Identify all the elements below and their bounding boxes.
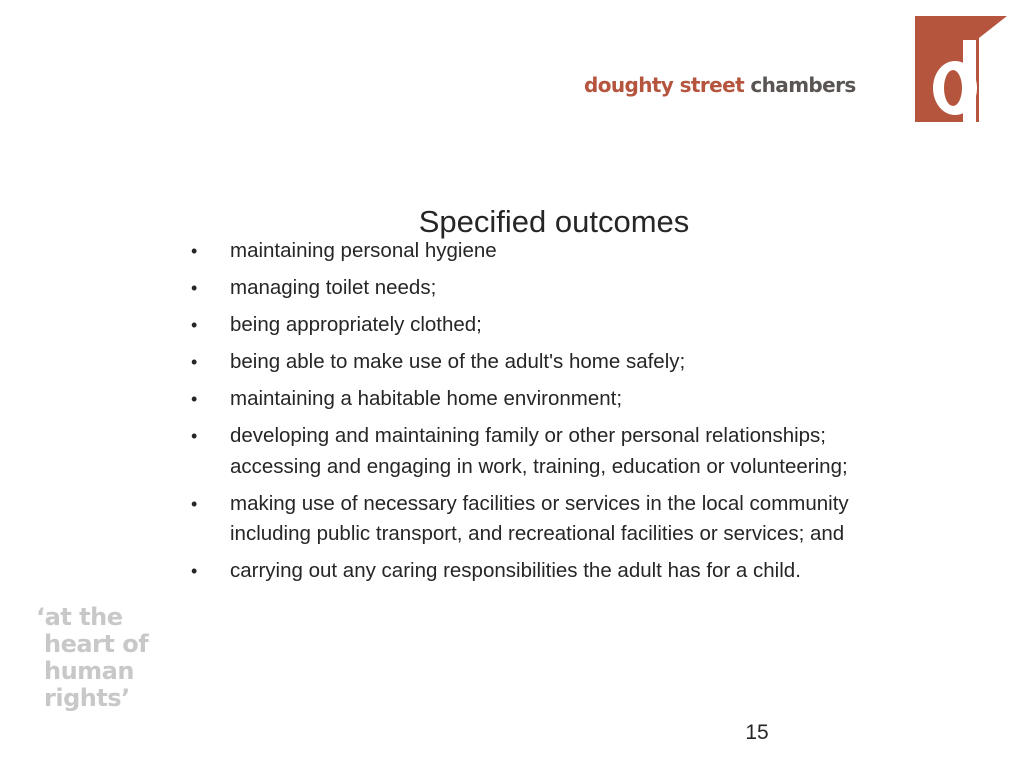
list-item-text: carrying out any caring responsibilities the adult has for a child. <box>230 559 801 582</box>
bullet-icon: • <box>191 493 198 514</box>
tagline-line: human <box>44 657 134 685</box>
tagline-line: heart of <box>44 630 149 658</box>
bullet-icon: • <box>191 389 198 409</box>
list-item <box>188 236 908 267</box>
bullet-icon: • <box>191 278 198 298</box>
list-item-text: maintaining a habitable home environment; <box>230 387 623 410</box>
list-item-text: being appropriately clothed; <box>230 313 482 336</box>
outcomes-list <box>188 236 908 593</box>
list-item <box>188 384 908 415</box>
bullet-icon: • <box>191 315 198 335</box>
list-item-text: making use of necessary facilities or services in the local community including public transport, and recreational facilities or services; and <box>230 491 849 545</box>
list-item <box>188 556 908 587</box>
bullet-icon: • <box>191 426 198 446</box>
list-item-text: maintaining personal hygiene <box>230 239 497 262</box>
list-item-text: managing toilet needs; <box>230 276 437 299</box>
brand-name-part1: doughty street <box>584 73 745 97</box>
tagline <box>36 604 176 712</box>
bullet-icon: • <box>191 561 198 581</box>
list-item <box>188 421 908 482</box>
tagline-line: ‘at the <box>36 603 123 631</box>
list-item-text: developing and maintaining family or other personal relationships; accessing and engaging in work, training, education or volunteering; <box>230 424 848 478</box>
list-item <box>188 489 908 550</box>
page-number: 15 <box>745 721 769 744</box>
list-item <box>188 347 908 378</box>
slide-title: Specified outcomes <box>418 204 690 239</box>
bullet-icon: • <box>191 352 198 372</box>
brand-logo-icon <box>915 16 1007 122</box>
brand-wordmark <box>584 70 904 100</box>
tagline-line: rights’ <box>44 684 130 712</box>
bullet-icon: • <box>191 241 198 261</box>
list-item-text: being able to make use of the adult's home safely; <box>230 350 686 373</box>
list-item <box>188 310 908 341</box>
brand-name-part2: chambers <box>750 73 856 97</box>
list-item <box>188 273 908 304</box>
